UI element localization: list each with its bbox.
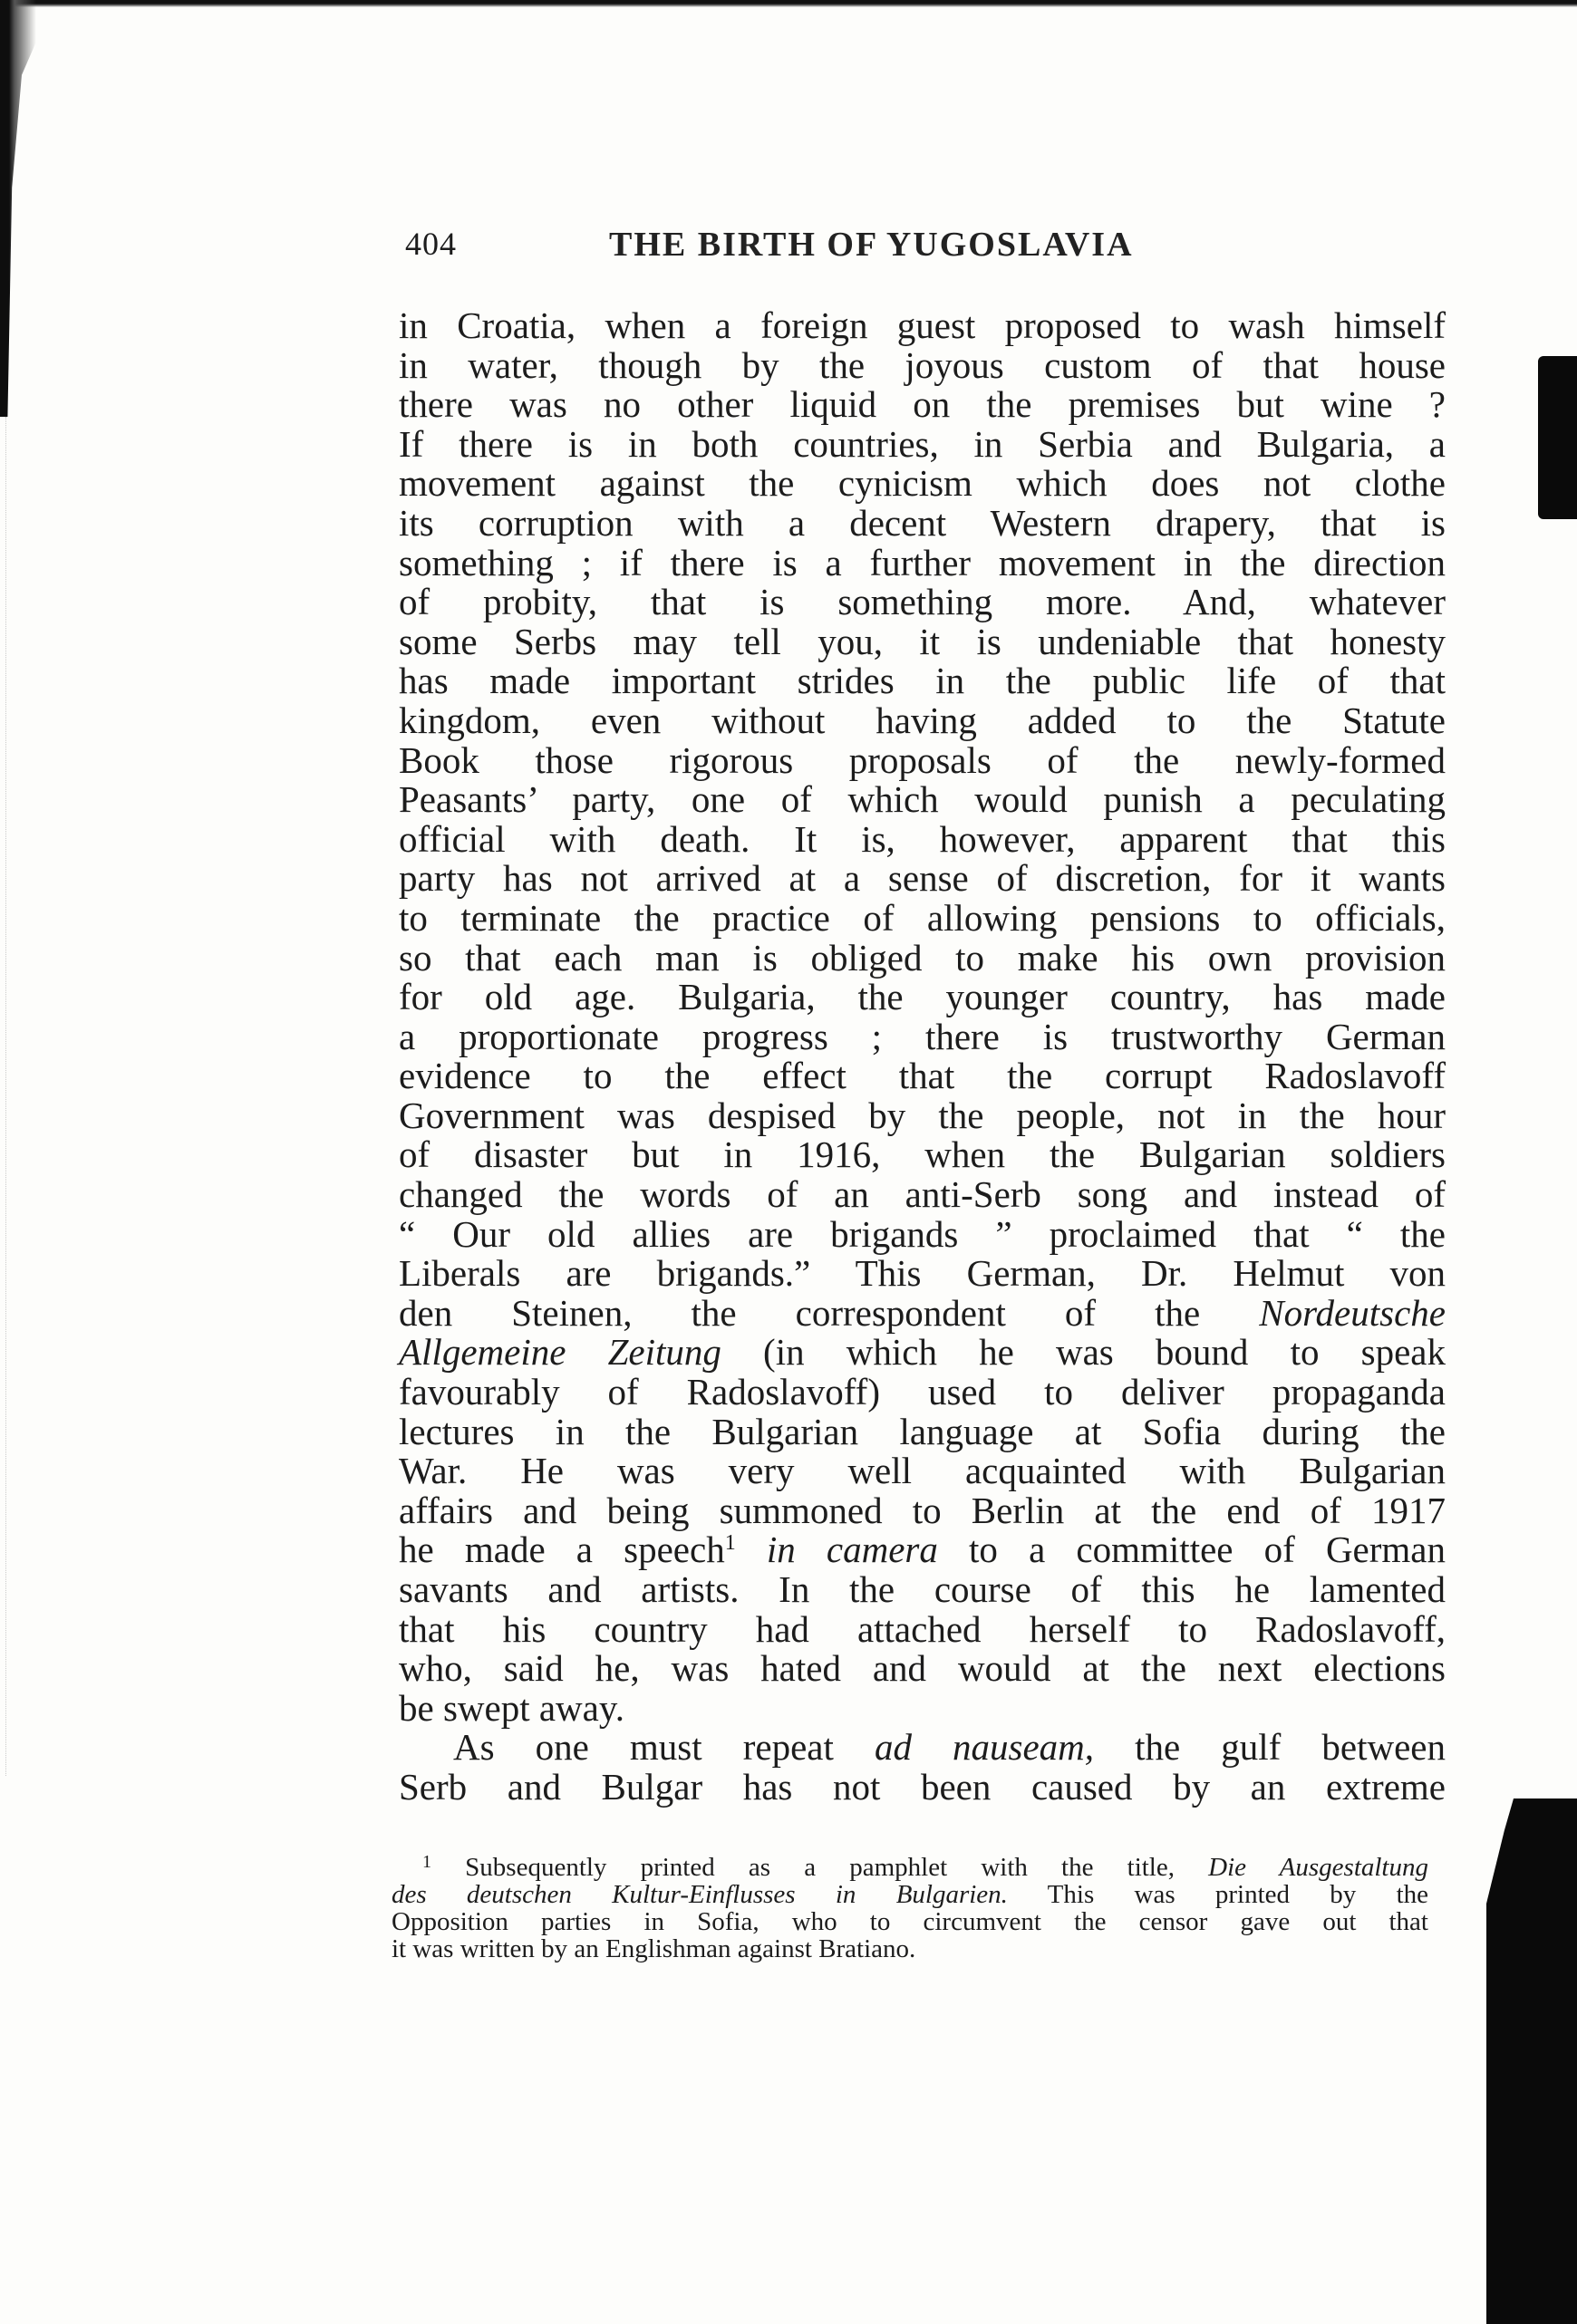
body-line: kingdom, even without having added to the Statute bbox=[399, 699, 1446, 741]
footnote-line bbox=[392, 1881, 1428, 1908]
body-line: Peasants’ party, one of which would punish a peculating bbox=[399, 778, 1446, 821]
body-line: Serb and Bulgar has not been caused by an extreme bbox=[399, 1765, 1446, 1808]
body-line: there was no other liquid on the premises but wine ? bbox=[399, 383, 1446, 426]
body-line: Government was despised by the people, not in the hour bbox=[399, 1094, 1446, 1136]
body-line bbox=[399, 1333, 1446, 1373]
body-line bbox=[399, 1291, 1446, 1334]
page-number: 404 bbox=[405, 226, 457, 262]
footnote-line bbox=[392, 1854, 1428, 1881]
body-line: a proportionate progress ; there is trustworthy German bbox=[399, 1015, 1446, 1057]
footnote-line: Opposition parties in Sofia, who to circumvent the censor gave out that bbox=[392, 1907, 1428, 1936]
body-line: who, said he, was hated and would at the next elections bbox=[399, 1647, 1446, 1690]
body-text-run: As one must repeat bbox=[453, 1726, 875, 1769]
body-line: If there is in both countries, in Serbia and Bulgaria, a bbox=[399, 422, 1446, 465]
scan-right-bar-bottom bbox=[1486, 1798, 1577, 2324]
body-line: has made important strides in the public life of that bbox=[399, 660, 1446, 702]
body-line bbox=[399, 1530, 1446, 1570]
body-line: in Croatia, when a foreign guest proposed to wash himself bbox=[399, 304, 1446, 346]
body-line: in water, though by the joyous custom of that house bbox=[399, 343, 1446, 386]
italic-title: Allgemeine Zeitung bbox=[399, 1331, 721, 1374]
body-text-run: he made a speech bbox=[399, 1528, 725, 1571]
footnote-text-run: This was printed by the bbox=[1007, 1880, 1428, 1909]
body-line: savants and artists. In the course of this he lamented bbox=[399, 1568, 1446, 1610]
body-text bbox=[399, 306, 1446, 1808]
body-text-run: den Steinen, the correspondent of the bbox=[399, 1291, 1201, 1334]
body-line: affairs and being summoned to Berlin at the end of 1917 bbox=[399, 1489, 1446, 1531]
body-line: movement against the cynicism which does not clothe bbox=[399, 462, 1446, 505]
running-title: THE BIRTH OF YUGOSLAVIA bbox=[609, 226, 1134, 264]
body-line: changed the words of an anti-Serb song and instead of bbox=[399, 1173, 1446, 1216]
page-header bbox=[405, 225, 1447, 279]
body-line: lectures in the Bulgarian language at Sofia during the bbox=[399, 1410, 1446, 1452]
scan-left-edge bbox=[0, 0, 54, 417]
body-line: of disaster but in 1916, when the Bulgarian soldiers bbox=[399, 1133, 1446, 1176]
italic-phrase: in camera bbox=[735, 1528, 938, 1571]
body-line: something ; if there is a further movement in the direction bbox=[399, 541, 1446, 583]
scan-right-bar-top bbox=[1538, 356, 1577, 519]
footnote bbox=[392, 1854, 1428, 1962]
italic-title: Die Ausgestaltung bbox=[1208, 1853, 1428, 1882]
scan-top-edge bbox=[0, 0, 1577, 7]
body-line: for old age. Bulgaria, the younger country, has made bbox=[399, 976, 1446, 1018]
body-line: War. He was very well acquainted with Bulgarian bbox=[399, 1450, 1446, 1492]
scan-left-specks bbox=[5, 417, 19, 1776]
italic-title: des deutschen Kultur-Einflusses in Bulgarien. bbox=[392, 1880, 1008, 1909]
body-line: that his country had attached herself to Radoslavoff, bbox=[399, 1607, 1446, 1650]
body-line: party has not arrived at a sense of discretion, for it wants bbox=[399, 857, 1446, 900]
body-line: favourably of Radoslavoff) used to deliver propaganda bbox=[399, 1371, 1446, 1413]
body-line: “ Our old allies are brigands ” proclaimed that “ the bbox=[399, 1212, 1446, 1255]
body-line: of probity, that is something more. And, whatever bbox=[399, 581, 1446, 623]
italic-title: Nordeutsche bbox=[1259, 1291, 1446, 1334]
footnote-number: 1 bbox=[422, 1852, 431, 1872]
body-line: so that each man is obliged to make his own provision bbox=[399, 936, 1446, 979]
footnote-line: it was written by an Englishman against Bratiano. bbox=[392, 1934, 916, 1963]
body-text-run: the gulf between bbox=[1094, 1726, 1446, 1769]
body-line: Book those rigorous proposals of the newly-formed bbox=[399, 738, 1446, 781]
body-text-run: (in which he was bound to speak bbox=[721, 1331, 1446, 1374]
body-line: evidence to the effect that the corrupt Radoslavoff bbox=[399, 1055, 1446, 1097]
body-line: to terminate the practice of allowing pensions to officials, bbox=[399, 896, 1446, 939]
footnote-text-run: Subsequently printed as a pamphlet with the title, bbox=[431, 1853, 1209, 1882]
body-line: some Serbs may tell you, it is undeniable that honesty bbox=[399, 620, 1446, 662]
body-line: Liberals are brigands.” This German, Dr. Helmut von bbox=[399, 1252, 1446, 1295]
body-text-run: to a committee of German bbox=[937, 1528, 1446, 1571]
body-line: official with death. It is, however, apparent that this bbox=[399, 817, 1446, 860]
body-line: its corruption with a decent Western drapery, that is bbox=[399, 501, 1446, 544]
body-line: be swept away. bbox=[399, 1686, 624, 1729]
italic-phrase: ad nauseam, bbox=[874, 1726, 1095, 1769]
body-line bbox=[399, 1728, 1446, 1768]
footnote-marker: 1 bbox=[724, 1531, 736, 1556]
